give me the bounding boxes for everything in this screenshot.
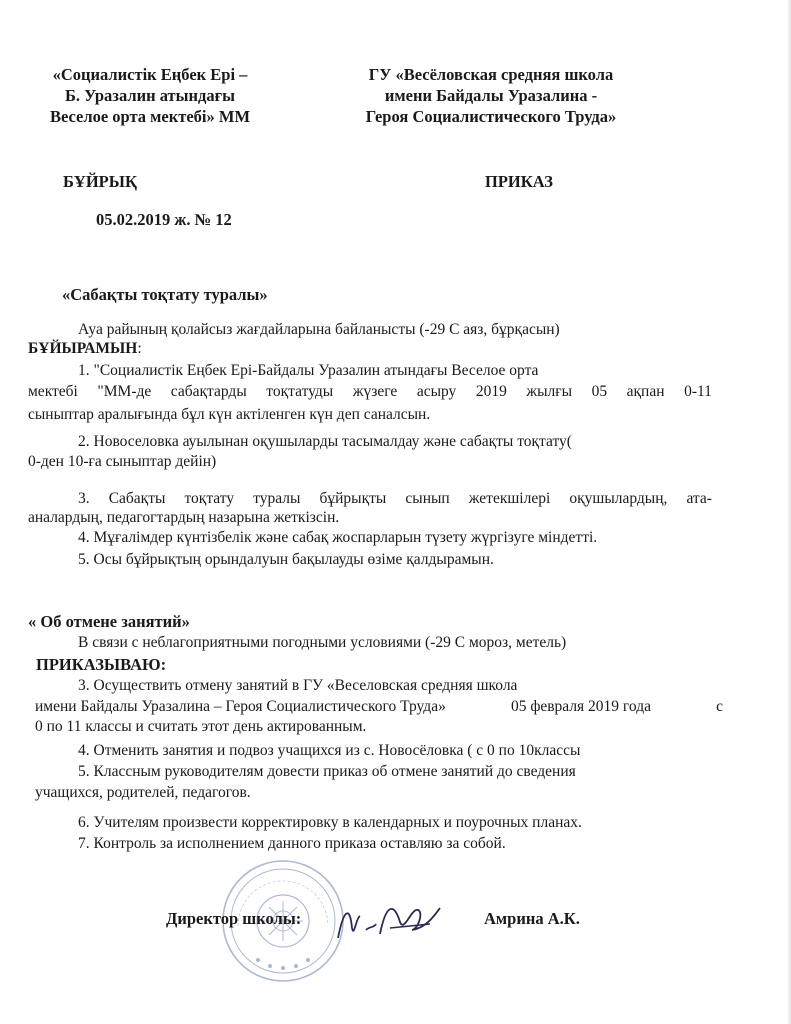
word: 3. bbox=[78, 490, 90, 507]
word: 05 bbox=[591, 383, 608, 400]
word: жүзеге bbox=[352, 383, 398, 400]
word: имени Байдалы Уразалина – Героя Социалистического Труда» bbox=[35, 698, 446, 715]
kz-item-4: 4. Мұғалімдер күнтізбелік және сабақ жоспарларын түзету жүргізуге міндетті. bbox=[78, 529, 598, 546]
kz-item-3-line-1 bbox=[78, 489, 712, 509]
header-right-line: ГУ «Весёловская средняя школа bbox=[368, 65, 614, 84]
word: "ММ-де bbox=[97, 383, 152, 400]
header-right-line: Героя Социалистического Труда» bbox=[365, 107, 617, 126]
ru-order-word: ПРИКАЗЫВАЮ: bbox=[36, 655, 167, 674]
kz-order-colon: : bbox=[137, 340, 142, 357]
director-name: Амрина А.К. bbox=[484, 909, 580, 928]
word: 0-11 bbox=[684, 383, 712, 400]
ru-subject: « Об отмене занятий» bbox=[28, 612, 190, 631]
kz-order-word-text: БҰЙЫРАМЫН bbox=[28, 340, 138, 357]
word: жетекшілері bbox=[468, 490, 551, 507]
kz-item-1-line-1: 1. "Социалистік Еңбек Ері-Байдалы Уразалин атындағы Веселое орта bbox=[78, 362, 539, 379]
kz-preamble: Ауа райының қолайсыз жағдайларына байланысты (-29 С аяз, бұрқасын) bbox=[78, 321, 560, 338]
word: сынып bbox=[405, 490, 450, 507]
kz-item-1-line-3: сыныптар аралығында бұл күн актіленген күн деп саналсын. bbox=[28, 406, 431, 423]
header-right-org bbox=[346, 64, 636, 127]
title-kz: БҰЙРЫҚ bbox=[63, 172, 137, 191]
handwritten-signature bbox=[330, 898, 450, 948]
kz-order-word bbox=[28, 339, 142, 359]
order-date-number: 05.02.2019 ж. № 12 bbox=[96, 210, 232, 229]
header-left-line: Б. Уразалин атындағы bbox=[64, 86, 236, 105]
ru-item-3-line-2 bbox=[35, 697, 723, 717]
word: 2019 bbox=[475, 383, 507, 400]
word: туралы bbox=[253, 490, 301, 507]
kz-item-5: 5. Осы бұйрықтың орындалуын бақылауды өзіме қалдырамын. bbox=[78, 551, 494, 568]
ru-item-4: 4. Отменить занятия и подвоз учащихся из с. Новосёловка ( с 0 по 10классы bbox=[78, 742, 581, 759]
word: тоқтату bbox=[184, 490, 235, 507]
signature-label: Директор школы: bbox=[166, 909, 302, 928]
word: ақпан bbox=[626, 383, 665, 400]
ru-item-3-line-3: 0 по 11 классы и считать этот день актированным. bbox=[35, 718, 367, 735]
word: 05 февраля 2019 года bbox=[510, 698, 651, 715]
header-left-line: «Социалистік Еңбек Ері – bbox=[52, 65, 248, 84]
kz-item-3-line-2: аналардың, педагогтардың назарына жеткізсін. bbox=[28, 509, 340, 526]
word: оқушылардың, bbox=[569, 490, 668, 507]
ru-item-3-line-1: 3. Осуществить отмену занятий в ГУ «Веселовская средняя школа bbox=[78, 677, 518, 694]
ru-item-6: 6. Учителям произвести корректировку в календарных и поурочных планах. bbox=[78, 814, 582, 831]
header-left-org bbox=[34, 64, 266, 127]
word: жылғы bbox=[526, 383, 573, 400]
kz-item-2-line-1: 2. Новоселовка ауылынан оқушыларды тасымалдау және сабақты тоқтату( bbox=[78, 433, 572, 450]
kz-item-1-line-2 bbox=[28, 382, 712, 402]
word: бұйрықты bbox=[319, 490, 387, 507]
ru-item-5-line-1: 5. Классным руководителям довести приказ об отмене занятий до сведения bbox=[78, 763, 576, 780]
ru-item-7: 7. Контроль за исполнением данного приказа оставляю за собой. bbox=[78, 835, 506, 852]
word: Сабақты bbox=[108, 490, 166, 507]
title-ru: ПРИКАЗ bbox=[485, 172, 553, 191]
header-left-line: Веселое орта мектебі» ММ bbox=[49, 107, 251, 126]
word: с bbox=[716, 698, 723, 715]
word: асыру bbox=[416, 383, 457, 400]
kz-item-2-line-2: 0-ден 10-ға сыныптар дейін) bbox=[28, 453, 217, 470]
header-right-line: имени Байдалы Уразалина - bbox=[384, 86, 598, 105]
ru-item-5-line-2: учащихся, родителей, педагогов. bbox=[35, 784, 251, 801]
ru-preamble: В связи с неблагоприятными погодными условиями (-29 С мороз, метель) bbox=[78, 634, 567, 651]
kz-subject: «Сабақты тоқтату туралы» bbox=[62, 285, 268, 304]
word: тоқтатуды bbox=[266, 383, 334, 400]
word: сабақтарды bbox=[170, 383, 247, 400]
word: мектебі bbox=[28, 383, 78, 400]
word: ата- bbox=[686, 490, 712, 507]
